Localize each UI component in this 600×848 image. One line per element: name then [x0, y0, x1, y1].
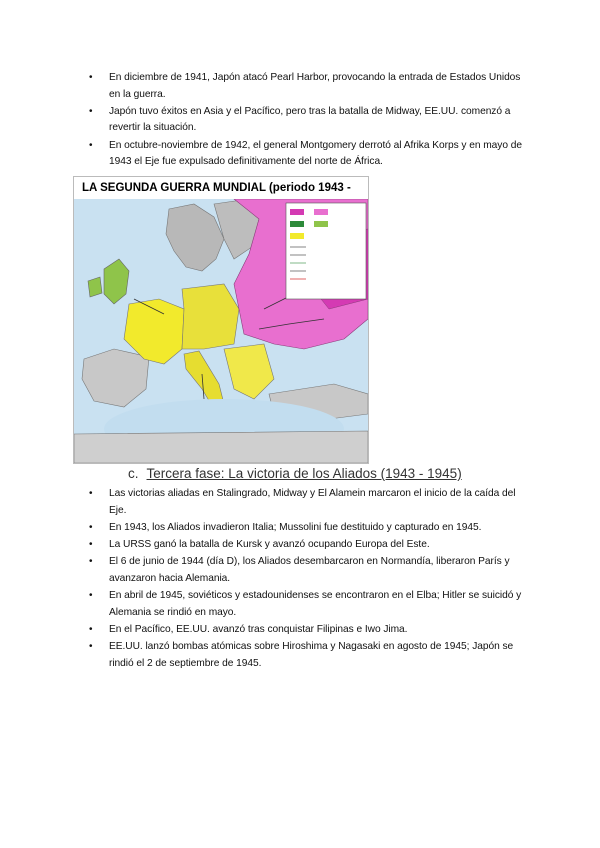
- bullet-icon: •: [89, 105, 93, 117]
- list-item-text: Japón tuvo éxitos en Asia y el Pacífico, pero tras la batalla de Midway, EE.UU. comenzó a revertir la situación.: [109, 105, 511, 134]
- list-item: [89, 588, 529, 621]
- map-title: LA SEGUNDA GUERRA MUNDIAL (periodo 1943 -: [74, 177, 368, 199]
- list-item: [89, 554, 529, 587]
- list-item-text: En abril de 1945, soviéticos y estadounidenses se encontraron en el Elba; Hitler se suicidó y Alemania se rindió en mayo.: [109, 589, 522, 618]
- list-item-text: En diciembre de 1941, Japón atacó Pearl Harbor, provocando la entrada de Estados Unidos en la guerra.: [109, 72, 521, 100]
- bullet-icon: •: [89, 72, 93, 83]
- bullet-icon: •: [89, 623, 93, 635]
- bullet-icon: •: [89, 640, 93, 652]
- list-item: [89, 70, 529, 103]
- list-item-text: El 6 de junio de 1944 (día D), los Aliados desembarcaron en Normandía, liberaron París y avanzaron hacia Alemania.: [109, 556, 510, 584]
- bullet-icon: •: [89, 488, 93, 499]
- list-item-text: En octubre-noviembre de 1942, el general Montgomery derrotó al Afrika Korps y en mayo de 1943 el Eje fue expulsado definitivamente del norte de África.: [109, 139, 522, 168]
- list-item-text: La URSS ganó la batalla de Kursk y avanzó ocupando Europa del Este.: [109, 538, 430, 550]
- list-item: [89, 622, 529, 639]
- list-item: [89, 104, 529, 137]
- list-item-text: En el Pacífico, EE.UU. avanzó tras conquistar Filipinas e Iwo Jima.: [109, 623, 408, 635]
- list-item-text: EE.UU. lanzó bombas atómicas sobre Hiroshima y Nagasaki en agosto de 1945; Japón se rindió el 2 de septiembre de 1945.: [109, 640, 514, 669]
- list-item: [89, 520, 529, 537]
- section-letter: c.: [128, 466, 139, 481]
- list-item: [89, 486, 529, 519]
- bullet-icon: •: [89, 538, 93, 550]
- list-item-text: Las victorias aliadas en Stalingrado, Midway y El Alamein marcaron el inicio de la caída del Eje.: [109, 488, 516, 516]
- bullet-list-top: [89, 70, 529, 171]
- list-item: [89, 639, 529, 672]
- list-item: [89, 138, 529, 171]
- section-title: Tercera fase: La victoria de los Aliados (1943 - 1945): [146, 466, 462, 481]
- bullet-icon: •: [89, 521, 93, 533]
- bullet-list-bottom: [89, 486, 529, 673]
- bullet-icon: •: [89, 139, 93, 151]
- map-image: [74, 199, 368, 463]
- wwii-europe-map: [73, 176, 369, 464]
- list-item: [89, 537, 529, 554]
- bullet-icon: •: [89, 556, 93, 568]
- list-item-text: En 1943, los Aliados invadieron Italia; Mussolini fue destituido y capturado en 1945.: [109, 521, 482, 533]
- bullet-icon: •: [89, 589, 93, 601]
- section-heading: [128, 466, 462, 481]
